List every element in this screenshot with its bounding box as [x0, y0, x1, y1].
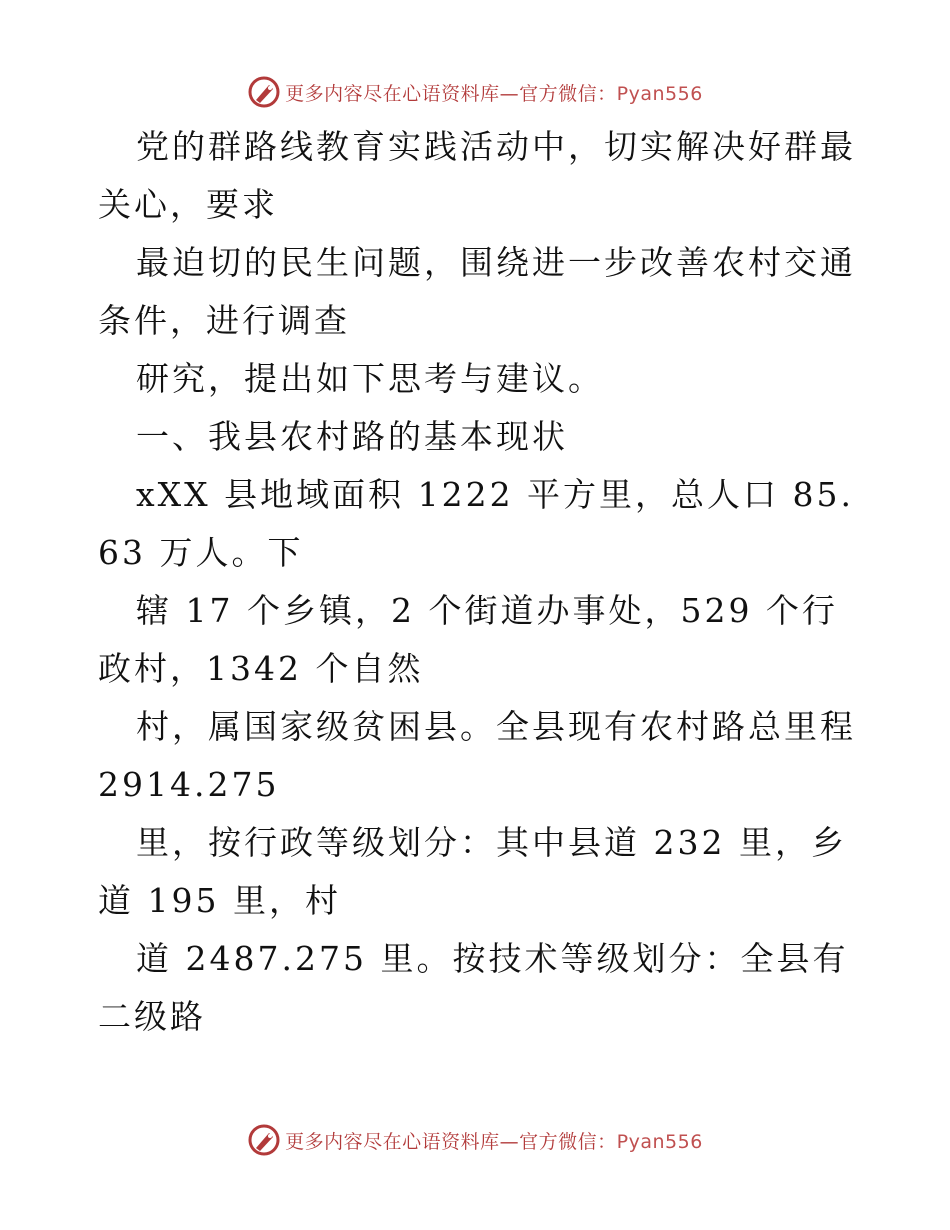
section-heading: 一、我县农村路的基本现状 — [136, 417, 568, 456]
paragraph-9: 道 2487.275 里。按技术等级划分：全县有二级路 — [98, 939, 849, 1036]
paragraph-8: 里，按行政等级划分：其中县道 232 里，乡道 195 里，村 — [98, 823, 847, 920]
watermark-text: 更多内容尽在心语资料库—官方微信：Pyan556 — [285, 82, 703, 105]
paragraph-6: 辖 17 个乡镇，2 个街道办事处，529 个行政村，1342 个自然 — [98, 591, 838, 688]
wechat-id: Pyan556 — [616, 82, 703, 105]
watermark-footer — [0, 1118, 950, 1162]
pen-nib-logo-icon — [247, 75, 281, 109]
paragraph-2: 最迫切的民生问题，围绕进一步改善农村交通条件，进行调查 — [98, 243, 856, 340]
wechat-id: Pyan556 — [616, 1130, 703, 1153]
watermark-header — [0, 70, 950, 114]
watermark-text: 更多内容尽在心语资料库—官方微信：Pyan556 — [285, 1130, 703, 1153]
paragraph-5: xXX 县地域面积 1222 平方里，总人口 85.63 万人。下 — [98, 475, 855, 572]
paragraph-3: 研究，提出如下思考与建议。 — [136, 359, 604, 398]
paragraph-7: 村，属国家级贫困县。全县现有农村路总里程 2914.275 — [98, 707, 856, 804]
pen-nib-logo-icon — [247, 1123, 281, 1157]
paragraph-1: 党的群路线教育实践活动中，切实解决好群最关心，要求 — [98, 127, 856, 224]
document-body — [98, 118, 858, 1046]
